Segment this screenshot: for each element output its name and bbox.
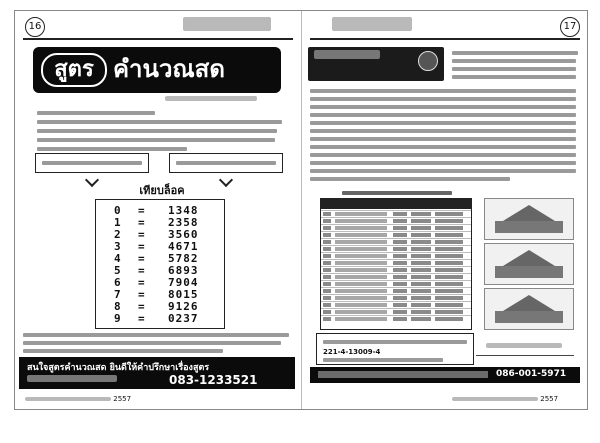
magazine-spread: [14, 10, 588, 410]
article-text-line: [310, 169, 576, 173]
formula-box-left: [35, 153, 149, 173]
article-text-line: [37, 138, 275, 142]
masthead: [183, 15, 271, 36]
logo-text-2: คำนวณสด: [113, 55, 225, 83]
article-text-line: [452, 67, 576, 71]
number-row: 5 = 6893: [114, 264, 199, 277]
page-number: 16: [25, 17, 45, 37]
number-table-title: เทียบล็อค: [139, 184, 185, 197]
article-text-line: [37, 120, 282, 124]
footnote-line: [23, 349, 223, 353]
page-footer: 2557: [25, 395, 131, 403]
table-row: [321, 315, 471, 323]
number-row: 6 = 7904: [114, 276, 199, 289]
article-text-line: [310, 129, 576, 133]
donation-phone: 221-4-13009-4: [323, 348, 381, 356]
cost-table: [320, 198, 472, 330]
header-rule: [23, 38, 293, 40]
formula-box-right: [169, 153, 283, 173]
formula-text: [176, 161, 276, 165]
article-text-line: [310, 113, 576, 117]
column-logo: [33, 47, 281, 93]
article-text-line: [310, 137, 576, 141]
article-text-line: [310, 161, 576, 165]
table-title: [342, 191, 452, 195]
banner-phone: 083-1233521: [169, 373, 258, 387]
article-text-line: [452, 75, 576, 79]
number-row: 8 = 9126: [114, 300, 199, 313]
contact-banner: [19, 357, 295, 389]
article-header: [308, 47, 444, 81]
number-row: 1 = 2358: [114, 216, 199, 229]
banner-phone: 086-001-5971: [496, 369, 567, 379]
byline: [165, 95, 257, 103]
monk-portrait-icon: [418, 51, 438, 71]
masthead: [332, 15, 412, 36]
number-table: [95, 199, 225, 329]
banner-text: [318, 371, 488, 378]
footnote-line: [23, 341, 281, 345]
footnote-line: [23, 333, 289, 337]
article-text-line: [452, 51, 578, 55]
article-text-line: [310, 145, 576, 149]
number-row: 3 = 4671: [114, 240, 199, 253]
header-rule: [310, 38, 580, 40]
article-text-line: [310, 105, 576, 109]
article-text-line: [310, 89, 576, 93]
number-row: 0 = 1348: [114, 204, 199, 217]
banner-text: สนใจสูตรคำนวณสด ยินดีให้คำปรึกษาเรื่องสูตร: [27, 363, 210, 373]
donation-text: [323, 358, 443, 362]
article-text-line: [37, 147, 187, 151]
article-text-line: [37, 129, 277, 133]
table-header: [321, 199, 471, 209]
arrow-down-icon: [85, 173, 99, 187]
logo-text-1: สูตร: [41, 53, 107, 87]
donation-box: [316, 333, 474, 365]
signature: [476, 337, 574, 356]
article-text-line: [310, 153, 576, 157]
temple-photo: [484, 288, 574, 330]
page-number: 17: [560, 17, 580, 37]
number-row: 7 = 8015: [114, 288, 199, 301]
temple-photo: [484, 198, 574, 240]
formula-text: [42, 161, 142, 165]
contact-banner: [310, 367, 580, 383]
page-footer: 2557: [452, 395, 558, 403]
article-text-line: [310, 97, 576, 101]
left-page: [15, 11, 302, 409]
donation-text: [323, 340, 467, 344]
article-text-line: [37, 111, 155, 115]
banner-name: [27, 374, 117, 385]
number-row: 2 = 3560: [114, 228, 199, 241]
temple-photo: [484, 243, 574, 285]
article-text-line: [310, 177, 510, 181]
article-text-line: [310, 121, 576, 125]
article-title: [314, 50, 380, 62]
number-row: 9 = 0237: [114, 312, 199, 325]
right-page: [302, 11, 587, 409]
arrow-down-icon: [219, 173, 233, 187]
number-row: 4 = 5782: [114, 252, 199, 265]
article-text-line: [452, 59, 576, 63]
